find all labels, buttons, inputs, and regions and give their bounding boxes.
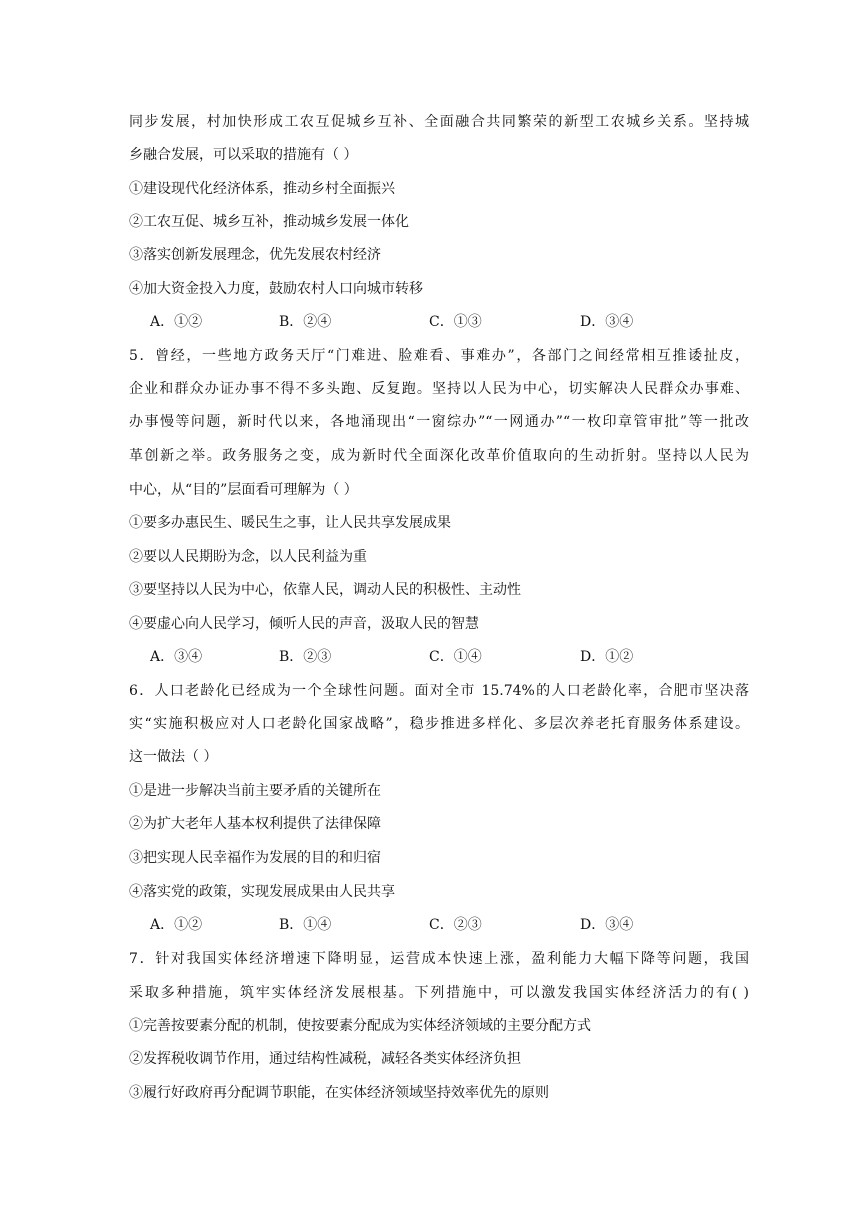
question-6-stem-line: 这一做法（ ） [129, 749, 218, 765]
option-b: B．②③ [279, 649, 332, 665]
option-c: C．②③ [429, 917, 482, 933]
question-4-item: ④加大资金投入力度，鼓励农村人口向城市转移 [129, 281, 423, 297]
question-6-item: ④落实党的政策，实现发展成果由人民共享 [129, 884, 395, 900]
question-4-item: ①建设现代化经济体系，推动乡村全面振兴 [129, 181, 395, 197]
question-5-item: ④要虚心向人民学习，倾听人民的声音，汲取人民的智慧 [129, 616, 479, 632]
question-5-options [150, 647, 710, 667]
option-a: A．③④ [150, 649, 203, 665]
question-6-item: ①是进一步解决当前主要矛盾的关键所在 [129, 783, 381, 799]
option-b: B．①④ [279, 917, 332, 933]
question-4-stem-line: 乡融合发展，可以采取的措施有（ ） [129, 147, 358, 163]
option-b: B．②④ [279, 314, 332, 330]
question-4-options [150, 312, 710, 332]
question-4-item: ③落实创新发展理念，优先发展农村经济 [129, 247, 381, 263]
question-7-stem-line: 采取多种措施，筑牢实体经济发展根基。下列措施中，可以激发我国实体经济活力的有( ) [129, 985, 749, 1001]
option-a: A．①② [150, 917, 203, 933]
option-c: C．①④ [429, 649, 482, 665]
option-d: D．③④ [580, 917, 634, 933]
question-6-item: ②为扩大老年人基本权利提供了法律保障 [129, 816, 381, 832]
question-5-item: ②要以人民期盼为念，以人民利益为重 [129, 549, 367, 565]
question-5-stem-line: 5．曾经，一些地方政务天厅“门难进、脸难看、事难办”，各部门之间经常相互推诿扯皮， [129, 348, 749, 364]
question-5-stem-line: 革创新之举。政务服务之变，成为新时代全面深化改革价值取向的生动折射。坚持以人民为 [129, 448, 749, 464]
option-d: D．③④ [580, 314, 634, 330]
option-c: C．①③ [429, 314, 482, 330]
question-5-stem-line: 企业和群众办证办事不得不多头跑、反复跑。坚持以人民为中心，切实解决人民群众办事难、 [129, 381, 749, 397]
question-6-stem-line: 6．人口老龄化已经成为一个全球性问题。面对全市 15.74%的人口老龄化率，合肥市坚决落 [129, 683, 749, 699]
question-5-stem-line: 办事慢等问题，新时代以来，各地涌现出“一窗综办”“一网通办”“一枚印章管审批”等一批改 [129, 414, 749, 430]
question-5-stem-line: 中心，从“目的”层面看可理解为（ ） [129, 482, 358, 498]
option-d: D．①② [580, 649, 634, 665]
question-4-stem-line: 同步发展，村加快形成工农互促城乡互补、全面融合共同繁荣的新型工农城乡关系。坚持城 [129, 114, 749, 130]
option-a: A．①② [150, 314, 203, 330]
question-4-item: ②工农互促、城乡互补，推动城乡发展一体化 [129, 214, 409, 230]
question-5-item: ③要坚持以人民为中心，依靠人民，调动人民的积极性、主动性 [129, 582, 521, 598]
question-6-options [150, 915, 710, 935]
question-7-stem-line: 7．针对我国实体经济增速下降明显，运营成本快速上涨，盈利能力大幅下降等问题，我国 [129, 951, 749, 967]
question-7-item: ②发挥税收调节作用，通过结构性减税，减轻各类实体经济负担 [129, 1051, 521, 1067]
question-6-item: ③把实现人民幸福作为发展的目的和归宿 [129, 850, 381, 866]
question-7-item: ①完善按要素分配的机制，使按要素分配成为实体经济领域的主要分配方式 [129, 1018, 591, 1034]
question-7-item: ③履行好政府再分配调节职能，在实体经济领域坚持效率优先的原则 [129, 1085, 549, 1101]
question-6-stem-line: 实“实施积极应对人口老龄化国家战略”，稳步推进多样化、多层次养老托育服务体系建设。 [129, 716, 749, 732]
question-5-item: ①要多办惠民生、暖民生之事，让人民共享发展成果 [129, 515, 451, 531]
